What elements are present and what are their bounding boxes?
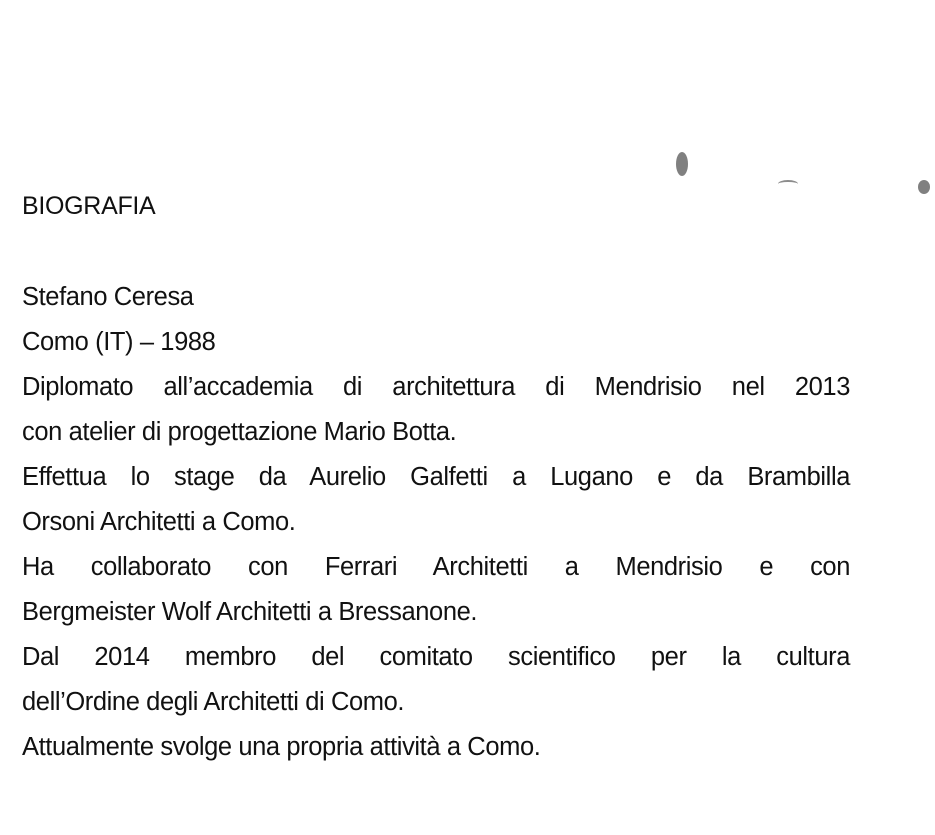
bio-line: Bergmeister Wolf Architetti a Bressanone. (22, 598, 478, 626)
bio-line: Diplomato all’accademia di architettura di Mendrisio nel 2013 (22, 373, 850, 401)
scan-speck (676, 152, 688, 176)
bio-line: Ha collaborato con Ferrari Architetti a Mendrisio e con (22, 553, 850, 581)
bio-line: Orsoni Architetti a Como. (22, 508, 296, 536)
bio-line: Attualmente svolge una propria attività a Como. (22, 733, 541, 761)
bio-line: dell’Ordine degli Architetti di Como. (22, 688, 405, 716)
scan-speck (918, 180, 930, 194)
biography-text (22, 280, 850, 775)
bio-line: con atelier di progettazione Mario Botta. (22, 418, 457, 446)
scan-speck (778, 180, 798, 188)
section-heading: BIOGRAFIA (22, 192, 156, 220)
bio-line-origin: Como (IT) – 1988 (22, 328, 216, 356)
bio-line: Dal 2014 membro del comitato scientifico per la cultura (22, 643, 850, 671)
bio-line-name: Stefano Ceresa (22, 283, 194, 311)
bio-line: Effettua lo stage da Aurelio Galfetti a Lugano e da Brambilla (22, 463, 850, 491)
